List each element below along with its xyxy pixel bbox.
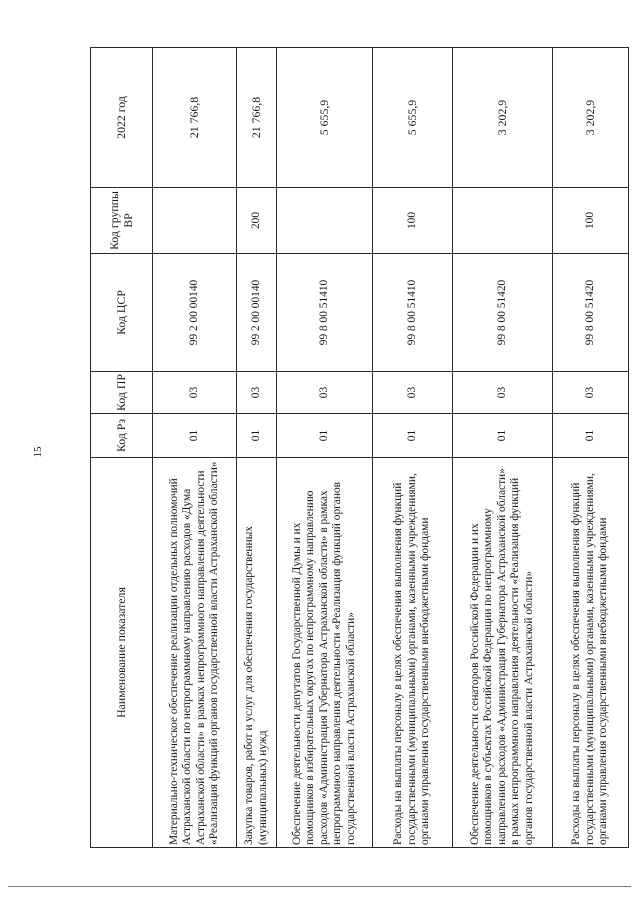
row-amount: 21 766,8 [153,48,237,188]
row-rz: 01 [237,414,277,458]
table-row [553,48,629,848]
table-row [153,48,237,848]
row-name: Расходы на выплаты персоналу в целях обеспечения выполнения функций государственными (муниципальными) органами, казенными учреждениями, органами управления государственными внебюджетными фондами [373,458,453,848]
header-pr: Код ПР [91,372,153,414]
header-csr: Код ЦСР [91,254,153,372]
table-header-row [91,48,153,848]
row-pr: 03 [553,372,629,414]
row-vr: 100 [373,188,453,254]
header-rz: Код Рз [91,414,153,458]
row-vr [153,188,237,254]
row-name: Закупка товаров, работ и услуг для обеспечения государственных (муниципальных) нужд [237,458,277,848]
row-vr: 100 [553,188,629,254]
row-csr: 99 2 00 00140 [237,254,277,372]
row-name: Обеспечение деятельности сенаторов Российской Федерации и их помощников в субъектах Российской Федерации по непрограммному направлению расходов «Администрация Губернатора Астраханской области» в рамках непрограммного направления деятельности «Реализация функций органов государственной власти Астраханской области» [453,458,553,848]
row-pr: 03 [373,372,453,414]
row-csr: 99 2 00 00140 [153,254,237,372]
row-pr: 03 [153,372,237,414]
row-rz: 01 [373,414,453,458]
row-amount: 5 655,9 [373,48,453,188]
row-vr [277,188,373,254]
row-name: Расходы на выплаты персоналу в целях обеспечения выполнения функций государственными (муниципальными) органами, казенными учреждениями, органами управления государственными внебюджетными фондами [553,458,629,848]
header-name: Наименование показателя [91,458,153,848]
bottom-divider [8,886,631,887]
row-pr: 03 [277,372,373,414]
row-vr [453,188,553,254]
table-row [237,48,277,848]
row-rz: 01 [553,414,629,458]
row-name: Обеспечение деятельности депутатов Государственной Думы и их помощников в избирательных округах по непрограммному направлению расходов «Администрация Губернатора Астраханской области» в рамках непрограммного направления деятельности «Реализация функций органов государственной власти Астраханской области» [277,458,373,848]
row-amount: 5 655,9 [277,48,373,188]
header-vr: Код группы ВР [91,188,153,254]
header-year: 2022 год [91,48,153,188]
page-number: 15 [32,446,44,458]
row-csr: 99 8 00 51410 [277,254,373,372]
row-csr: 99 8 00 51420 [453,254,553,372]
row-rz: 01 [277,414,373,458]
row-pr: 03 [453,372,553,414]
table-row [277,48,373,848]
table-row [373,48,453,848]
row-vr: 200 [237,188,277,254]
row-amount: 21 766,8 [237,48,277,188]
row-csr: 99 8 00 51420 [553,254,629,372]
row-amount: 3 202,9 [453,48,553,188]
row-rz: 01 [153,414,237,458]
row-amount: 3 202,9 [553,48,629,188]
table-row [453,48,553,848]
row-rz: 01 [453,414,553,458]
row-pr: 03 [237,372,277,414]
rotated-table-container [90,48,628,848]
row-name: Материально-техническое обеспечение реализации отдельных полномочий Астраханской области по непрограммному направлению расходов «Дума Астраханской области» в рамках непрограммного направления деятельности «Реализация функций органов государственной власти Астраханской области» [153,458,237,848]
budget-table [90,47,629,848]
row-csr: 99 8 00 51410 [373,254,453,372]
